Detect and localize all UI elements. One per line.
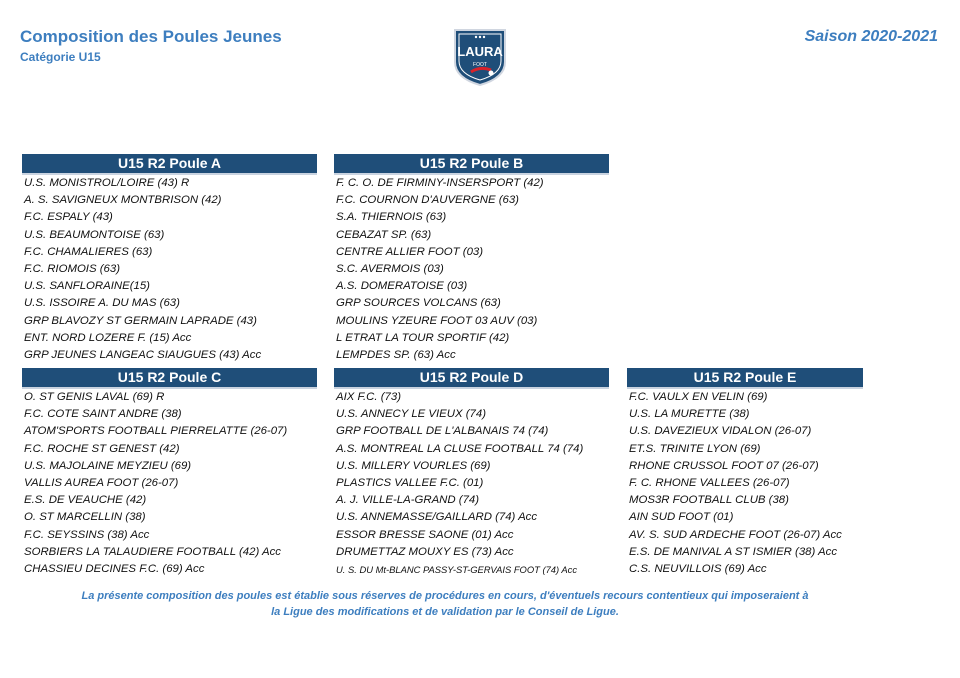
team-item: ATOM'SPORTS FOOTBALL PIERRELATTE (26-07) (24, 425, 288, 438)
team-item: S.C. AVERMOIS (03) (336, 262, 444, 275)
disclaimer-note (20, 588, 870, 620)
team-item: U.S. BEAUMONTOISE (63) (24, 228, 165, 241)
team-item: F.C. COTE SAINT ANDRE (38) (24, 408, 182, 421)
team-item: F. C. O. DE FIRMINY-INSERSPORT (42) (336, 177, 544, 189)
team-item: AV. S. SUD ARDECHE FOOT (26-07) Acc (629, 528, 842, 541)
poule-d (334, 368, 609, 578)
team-item: ESSOR BRESSE SAONE (01) Acc (336, 528, 514, 541)
team-item: A.S. MONTREAL LA CLUSE FOOTBALL 74 (74) (336, 442, 584, 455)
team-item: F.C. SEYSSINS (38) Acc (24, 528, 150, 541)
logo-text: LAURA (457, 44, 503, 59)
laura-foot-logo (447, 22, 513, 88)
team-item: GRP JEUNES LANGEAC SIAUGUES (43) Acc (24, 348, 262, 361)
team-item: F.C. ROCHE ST GENEST (42) (24, 442, 180, 455)
season-label: Saison 2020-2021 (804, 28, 938, 45)
team-item: ENT. NORD LOZERE F. (15) Acc (24, 331, 192, 344)
team-item: AIN SUD FOOT (01) (629, 511, 734, 524)
poule-a-team-list (22, 175, 317, 364)
team-item: F.C. COURNON D'AUVERGNE (63) (336, 194, 519, 207)
logo-subtext: FOOT (473, 62, 487, 68)
team-item: SORBIERS LA TALAUDIERE FOOTBALL (42) Acc (24, 545, 281, 558)
team-item: U.S. SANFLORAINE(15) (24, 280, 150, 293)
team-item: CEBAZAT SP. (63) (336, 228, 432, 241)
team-item: DRUMETTAZ MOUXY ES (73) Acc (336, 545, 514, 558)
poule-c (22, 368, 317, 578)
poule-e-header: U15 R2 Poule E (627, 368, 863, 389)
team-item: RHONE CRUSSOL FOOT 07 (26-07) (629, 459, 819, 472)
disclaimer-line-1: La présente composition des poules est établie sous réserves de procédures en cours, d'éventuels recours contentieux qui imposeraient à (81, 590, 809, 602)
poule-c-header: U15 R2 Poule C (22, 368, 317, 389)
team-item: F.C. RIOMOIS (63) (24, 262, 120, 275)
team-item: AIX F.C. (73) (336, 391, 401, 403)
poule-a-header: U15 R2 Poule A (22, 154, 317, 175)
poule-c-team-list (22, 389, 317, 578)
team-item: A. S. SAVIGNEUX MONTBRISON (42) (24, 194, 222, 207)
team-item: PLASTICS VALLEE F.C. (01) (336, 476, 484, 489)
team-item: L ETRAT LA TOUR SPORTIF (42) (336, 331, 510, 344)
team-item: LEMPDES SP. (63) Acc (336, 348, 456, 361)
team-item: E.S. DE MANIVAL A ST ISMIER (38) Acc (629, 545, 838, 558)
poule-b (334, 154, 609, 364)
page-title: Composition des Poules Jeunes (20, 27, 282, 46)
team-item: A.S. DOMERATOISE (03) (336, 280, 468, 293)
poule-a (22, 154, 317, 364)
laura-foot-shield-icon (447, 22, 513, 88)
team-item: U.S. LA MURETTE (38) (629, 408, 750, 421)
team-item: ET.S. TRINITE LYON (69) (629, 442, 761, 455)
team-item: F.C. CHAMALIERES (63) (24, 245, 153, 258)
team-item: GRP SOURCES VOLCANS (63) (336, 297, 501, 310)
page-subtitle: Catégorie U15 (20, 50, 101, 64)
team-item: U.S. MILLERY VOURLES (69) (336, 459, 491, 472)
team-item: E.S. DE VEAUCHE (42) (24, 494, 147, 507)
poule-d-header: U15 R2 Poule D (334, 368, 609, 389)
poule-e-team-list (627, 389, 863, 578)
team-item: VALLIS AUREA FOOT (26-07) (24, 476, 179, 489)
team-item: GRP FOOTBALL DE L'ALBANAIS 74 (74) (336, 425, 549, 438)
team-item: U.S. MONISTROL/LOIRE (43) R (24, 177, 190, 189)
team-item: U.S. MAJOLAINE MEYZIEU (69) (24, 459, 192, 472)
disclaimer-line-2: la Ligue des modifications et de validation par le Conseil de Ligue. (271, 606, 619, 618)
team-item: F. C. RHONE VALLEES (26-07) (629, 476, 790, 489)
team-item: C.S. NEUVILLOIS (69) Acc (629, 562, 767, 575)
poule-d-team-list (334, 389, 609, 578)
team-item: U.S. ISSOIRE A. DU MAS (63) (24, 297, 180, 310)
poule-b-header: U15 R2 Poule B (334, 154, 609, 175)
team-item: U.S. DAVEZIEUX VIDALON (26-07) (629, 425, 812, 438)
team-item: O. ST GENIS LAVAL (69) R (24, 391, 165, 403)
team-item: CENTRE ALLIER FOOT (03) (336, 245, 484, 258)
team-item: GRP BLAVOZY ST GERMAIN LAPRADE (43) (24, 314, 257, 327)
team-item: U.S. ANNEMASSE/GAILLARD (74) Acc (336, 511, 538, 524)
team-item: CHASSIEU DECINES F.C. (69) Acc (24, 562, 205, 575)
team-item: U.S. ANNECY LE VIEUX (74) (336, 408, 487, 421)
team-item: A. J. VILLE-LA-GRAND (74) (336, 494, 480, 507)
poule-e (627, 368, 863, 578)
team-item: S.A. THIERNOIS (63) (336, 211, 447, 224)
team-item: U. S. DU Mt-BLANC PASSY-ST-GERVAIS FOOT (74) Acc (336, 563, 578, 575)
team-item: F.C. VAULX EN VELIN (69) (629, 391, 768, 403)
team-item: MOS3R FOOTBALL CLUB (38) (629, 494, 789, 507)
team-item: F.C. ESPALY (43) (24, 211, 113, 224)
team-item: MOULINS YZEURE FOOT 03 AUV (03) (336, 314, 538, 327)
poule-b-team-list (334, 175, 609, 364)
team-item: O. ST MARCELLIN (38) (24, 511, 146, 524)
